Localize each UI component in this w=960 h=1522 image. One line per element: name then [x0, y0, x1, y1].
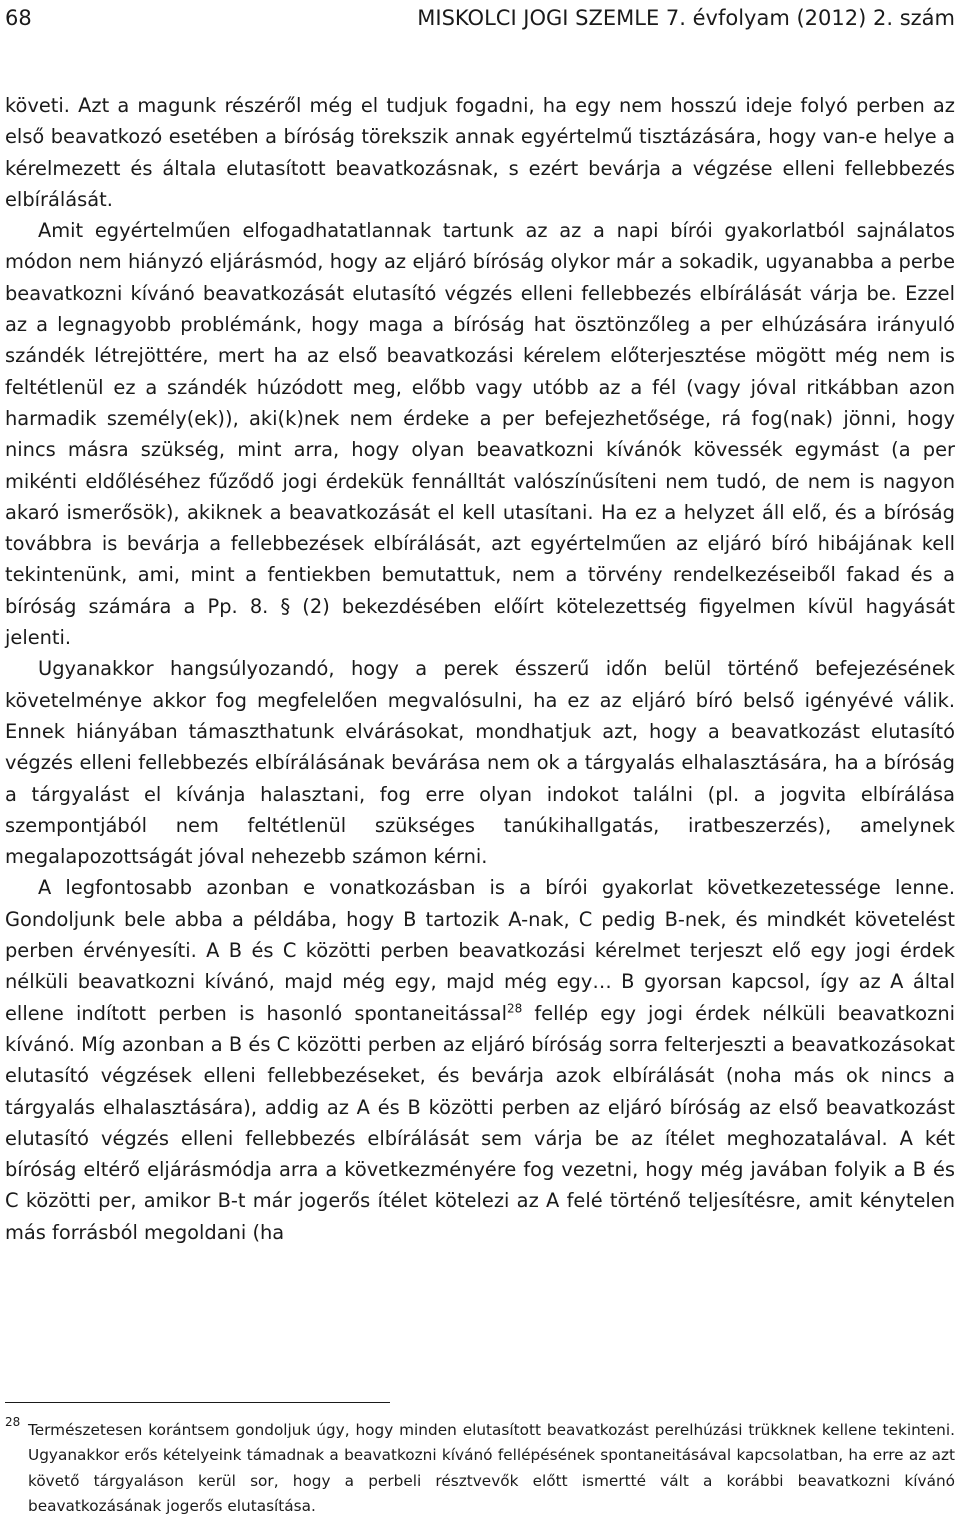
paragraph-4-text-after: fellép egy jogi érdek nélküli beavatkozni kívánó. Míg azonban a B és C közötti perben az eljáró bíróság sorra felterjeszti a beavatkozásokat elutasító végzések elleni fellebbezéseket, és bevárja azok elbírálását (noha más ok nincs a tárgyalás elhalasztására), addig az A és B közötti perben az eljáró bíróság az első beavatkozást elutasító végzés elleni fellebbezés elbírálását sem várja be az ítélet meghozatalával. A két bíróság eltérő eljárásmódja arra a következményére fog vezetni, hogy még javában folyik a B és C közötti per, amikor B-t már jogerős ítélet kötelezi az A felé történő teljesítésre, amit kénytelen más forrásból megoldani (ha	[5, 1001, 955, 1244]
journal-title: MISKOLCI JOGI SZEMLE 7. évfolyam (2012) 2. szám	[417, 6, 955, 30]
running-header	[5, 6, 955, 40]
footnote-reference[interactable]: 28	[506, 1001, 523, 1016]
body-text	[5, 90, 955, 1248]
footnote-divider	[5, 1402, 390, 1403]
paragraph-2: Amit egyértelműen elfogadhatatlannak tartunk az az a napi bírói gyakorlatból sajnálatos módon nem hiányzó eljárásmód, hogy az eljáró bíróság olykor már a sokadik, ugyanabba a perbe beavatkozni kívánó beavatkozását elutasító végzés elleni fellebbezés elbírálását várja be. Ezzel az a legnagyobb problémánk, hogy maga a bíróság hat ösztönzőleg a per elhúzására irányuló szándék létrejöttére, mert ha az első beavatkozási kérelem előterjesztése mögött még nem is feltétlenül ez a szándék húzódott meg, előbb vagy utóbb az a fél (vagy jóval ritkábban azon harmadik személy(ek)), aki(k)nek nem érdeke a per befejezhetősége, rá fog(nak) jönni, hogy nincs másra szükség, mint arra, hogy olyan beavatkozni kívánók kövessék egymást (a per mikénti eldőléséhez fűződő jogi érdekük fennálltát valószínűsíteni nem tudó, de nem is nagyon akaró ismerősök), akiknek a beavatkozását el kell utasítani. Ha ez a helyzet áll elő, és a bíróság továbbra is bevárja a fellebbezések elbírálását, azt egyértelműen az eljáró bíró hibájának kell tekintenünk, ami, mint a fentiekben bemutattuk, nem a törvény rendelkezéseiből fakad és a bíróság számára a Pp. 8. § (2) bekezdésében előírt kötelezettség figyelmen kívül hagyását jelenti.	[5, 219, 955, 650]
paragraph-3: Ugyanakkor hangsúlyozandó, hogy a perek ésszerű időn belül történő befejezésének követelménye akkor fog megfelelően megvalósulni, ha ez az eljáró bíró belső igényévé válik. Ennek hiányában támaszthatunk elvárásokat, mondhatjuk azt, hogy a beavatkozást elutasító végzés elleni fellebbezés elbírálásának bevárása nem ok a tárgyalás elhalasztására, ha a bíróság a tárgyalást el kívánja halasztani, fog erre olyan indokot találni (pl. a jogvita elbírálása szempontjából nem feltétlenül szükséges tanúkihallgatás, iratbeszerzés), amelynek megalapozottságát jóval nehezebb számon kérni.	[5, 657, 955, 869]
footnote-number: 28	[5, 1415, 21, 1429]
paragraph-4	[5, 872, 955, 1248]
page-number: 68	[5, 6, 32, 30]
footnote-text: Természetesen korántsem gondoljuk úgy, hogy minden elutasított beavatkozást perelhúzási trükknek kellene tekinteni. Ugyanakkor erős kételyeink támadnak a beavatkozni kívánó fellépésének spontaneitásával kapcsolatban, ha erre az azt követő tárgyaláson kerül sor, hogy a perbeli résztvevők előtt ismertté vált a korábbi beavatkozni kívánó beavatkozásának jogerős elutasítása.	[28, 1421, 955, 1516]
footnote	[5, 1415, 955, 1520]
paragraph-1: követi. Azt a magunk részéről még el tudjuk fogadni, ha egy nem hosszú ideje folyó perben az első beavatkozó esetében a bíróság törekszik annak egyértelmű tisztázására, hogy van-e helye a kérelmezett és általa elutasított beavatkozásnak, s ezért bevárja a végzése elleni fellebbezés elbírálását.	[5, 94, 955, 211]
paragraph-4-text-before: A legfontosabb azonban e vonatkozásban is a bírói gyakorlat következetessége lenne. Gondoljunk bele abba a példába, hogy B tartozik A-nak, C pedig B-nek, és mindkét követelést perben érvényesíti. A B és C közötti perben beavatkozási kérelmet terjeszt elő egy jogi érdek nélküli beavatkozni kívánó, majd még egy, majd még egy… B gyorsan kapcsol, így az A által ellene indított perben is hasonló spontaneitással	[5, 876, 955, 1025]
